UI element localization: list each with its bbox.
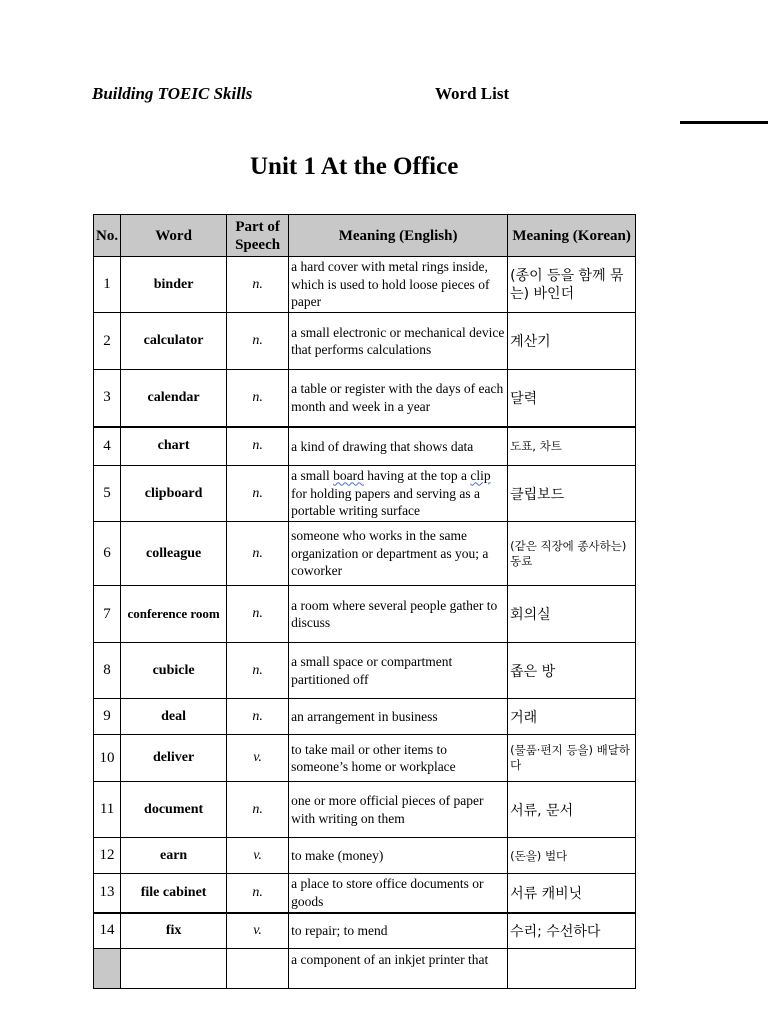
cell-meaning-english: to repair; to mend [289,913,508,949]
cell-no: 4 [94,427,121,466]
cell-meaning-korean: 수리; 수선하다 [508,913,636,949]
table-row [94,643,636,699]
cell-word [121,949,227,989]
cell-part-of-speech: n. [227,313,289,370]
cell-no: 6 [94,522,121,586]
cell-word: deal [121,699,227,735]
cell-no: 12 [94,838,121,874]
cell-meaning-korean: (같은 직장에 종사하는) 동료 [508,522,636,586]
cell-word: binder [121,257,227,313]
cell-word: deliver [121,735,227,782]
table-row [94,735,636,782]
meaning-text: for holding papers and serving as a portable writing surface [291,485,481,519]
column-header-meaning-english: Meaning (English) [289,215,508,257]
cell-meaning-english: a small electronic or mechanical device that performs calculations [289,313,508,370]
cell-part-of-speech: v. [227,735,289,782]
table-row [94,874,636,913]
header-section-label: Word List [435,84,510,103]
column-header-part-of-speech: Part of Speech [227,215,289,257]
table-row [94,257,636,313]
cell-meaning-korean: (돈을) 벌다 [508,838,636,874]
table-row [94,522,636,586]
column-header-word: Word [121,215,227,257]
page-title: Unit 1 At the Office [250,153,459,180]
cell-no: 10 [94,735,121,782]
cell-part-of-speech: n. [227,370,289,427]
cell-meaning-korean: 클립보드 [508,466,636,522]
cell-meaning-english: a room where several people gather to discuss [289,586,508,643]
cell-part-of-speech: n. [227,466,289,522]
cell-word: calendar [121,370,227,427]
cell-part-of-speech: n. [227,586,289,643]
cell-meaning-english: a kind of drawing that shows data [289,427,508,466]
cell-meaning-english: a small space or compartment partitioned off [289,643,508,699]
table-row [94,466,636,522]
cell-part-of-speech: n. [227,874,289,913]
cell-meaning-korean: 서류, 문서 [508,782,636,838]
cell-meaning-korean: 회의실 [508,586,636,643]
cell-word: conference room [121,586,227,643]
cell-no: 13 [94,874,121,913]
cell-meaning-english: a hard cover with metal rings inside, which is used to hold loose pieces of paper [289,257,508,313]
cell-meaning-korean: 달력 [508,370,636,427]
cell-meaning-korean: (물품·편지 등을) 배달하다 [508,735,636,782]
table-row [94,427,636,466]
cell-part-of-speech: n. [227,782,289,838]
cell-no: 2 [94,313,121,370]
spellcheck-word: board [333,468,364,484]
cell-meaning-korean: 거래 [508,699,636,735]
cell-meaning-korean: (종이 등을 함께 묶는) 바인더 [508,257,636,313]
cell-word: file cabinet [121,874,227,913]
cell-word: fix [121,913,227,949]
table-row [94,913,636,949]
cell-part-of-speech: v. [227,913,289,949]
table-row [94,313,636,370]
cell-meaning-english: someone who works in the same organization or department as you; a coworker [289,522,508,586]
cell-word: chart [121,427,227,466]
header-rule [680,121,768,124]
cell-word: colleague [121,522,227,586]
cell-word: calculator [121,313,227,370]
table-row [94,586,636,643]
cell-meaning-korean: 계산기 [508,313,636,370]
table-row [94,370,636,427]
table-row [94,949,636,989]
cell-no: 14 [94,913,121,949]
cell-no: 8 [94,643,121,699]
cell-meaning-english: to make (money) [289,838,508,874]
cell-word: document [121,782,227,838]
cell-meaning-english: a place to store office documents or goods [289,874,508,913]
cell-meaning-korean [508,949,636,989]
cell-meaning-english: to take mail or other items to someone’s home or workplace [289,735,508,782]
cell-meaning-korean: 좁은 방 [508,643,636,699]
column-header-no: No. [94,215,121,257]
cell-no: 7 [94,586,121,643]
cell-part-of-speech: n. [227,427,289,466]
cell-part-of-speech: v. [227,838,289,874]
cell-meaning-english: one or more official pieces of paper with writing on them [289,782,508,838]
table-header-row [94,215,636,257]
cell-part-of-speech: n. [227,257,289,313]
cell-no: 9 [94,699,121,735]
cell-meaning-english: an arrangement in business [289,699,508,735]
cell-meaning-korean: 도표, 차트 [508,427,636,466]
table-row [94,782,636,838]
cell-meaning-english: a table or register with the days of each month and week in a year [289,370,508,427]
cell-no: 5 [94,466,121,522]
meaning-text: a small [291,468,334,484]
cell-word: earn [121,838,227,874]
cell-part-of-speech: n. [227,522,289,586]
cell-word: cubicle [121,643,227,699]
cell-no: 1 [94,257,121,313]
column-header-meaning-korean: Meaning (Korean) [508,215,636,257]
word-list-table [93,214,636,989]
cell-part-of-speech: n. [227,643,289,699]
cell-no: 3 [94,370,121,427]
header-book-title: Building TOEIC Skills [92,84,253,103]
cell-meaning-english: a component of an inkjet printer that [289,949,508,989]
table-row [94,699,636,735]
cell-part-of-speech: n. [227,699,289,735]
cell-no [94,949,121,989]
cell-part-of-speech [227,949,289,989]
cell-meaning-english [289,466,508,522]
table-row [94,838,636,874]
spellcheck-word: clip [470,468,491,484]
cell-no: 11 [94,782,121,838]
cell-word: clipboard [121,466,227,522]
cell-meaning-korean: 서류 캐비닛 [508,874,636,913]
meaning-text: having at the top a [363,468,471,484]
